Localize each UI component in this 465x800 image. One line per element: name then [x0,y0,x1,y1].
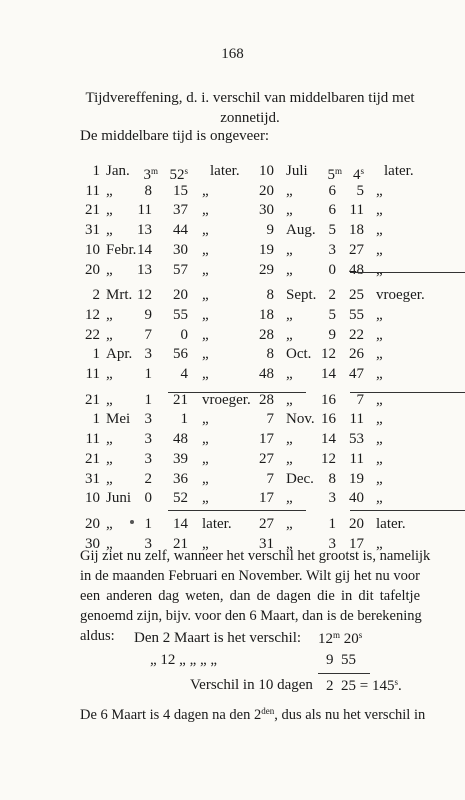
table-row [80,182,422,201]
left-note: „ [202,261,209,278]
right-seconds: 11 [349,411,364,428]
right-day: 17 [259,490,274,507]
right-note: „ [376,470,383,487]
left-day: 11 [85,431,100,448]
right-seconds: 47 [349,366,364,382]
table-divider [350,272,465,273]
left-month: Jan. [106,163,130,179]
table-row [80,221,422,240]
left-month: Febr. [106,241,137,258]
right-minutes: 3 [328,241,336,258]
left-month: „ [106,515,113,532]
paragraph-line: aldus: [80,628,115,644]
left-minutes: 3$^m$ [143,166,158,183]
left-day: 21 [85,450,100,467]
heading-line-1: Tijdvereffening, d. i. verschil van middelbaren tijd met [85,90,415,106]
right-seconds: 18 [349,222,364,239]
left-day: 30 [85,535,100,552]
right-note: vroeger. [376,287,425,304]
right-minutes: 5 [328,222,336,239]
right-month: „ [286,241,293,258]
left-note: „ [202,346,209,363]
left-note: „ [202,326,209,343]
left-minutes: 3 [144,431,152,448]
calc-line-1-value [318,630,362,648]
table-divider [350,392,465,393]
right-seconds: 7 [356,391,364,408]
right-note: „ [376,182,383,199]
left-month: „ [106,391,113,408]
left-seconds: 48 [173,431,188,448]
right-seconds: 11 [349,450,364,467]
heading-line-2: zonnetijd. [220,110,280,126]
table-row [80,450,422,469]
left-day: 12 [85,306,100,323]
right-seconds: 27 [349,241,364,258]
right-minutes: 12 [321,346,336,363]
left-day: 11 [85,366,100,382]
left-minutes: 9 [144,306,152,323]
left-month: „ [106,306,113,323]
right-month: „ [286,306,293,323]
right-note: „ [376,346,383,363]
left-note: „ [202,535,209,552]
left-minutes: 13 [137,222,152,239]
left-minutes: 13 [137,261,152,278]
left-month: „ [106,202,113,219]
left-month: „ [106,450,113,467]
right-minutes: 3 [328,490,336,507]
left-seconds: 20 [173,287,188,304]
right-note: later. [376,515,406,532]
left-day: 31 [85,222,100,239]
right-seconds: 20 [349,515,364,532]
table-row [80,241,422,260]
right-note: „ [376,306,383,323]
right-note: „ [376,450,383,467]
table-row [80,286,425,305]
right-day: 19 [259,241,274,258]
left-seconds: 52 [173,490,188,507]
right-minutes: 3 [328,535,336,552]
right-seconds: 26 [349,346,364,363]
left-month: Mei [106,411,131,428]
left-seconds: 30 [173,241,188,258]
left-day: 1 [92,411,100,428]
left-minutes: 8 [144,182,152,199]
left-seconds: 1 [180,411,188,428]
right-minutes: 16 [321,411,336,428]
left-day: 1 [92,163,100,179]
calc-rule [318,673,370,674]
equation-of-time-table [80,162,425,552]
right-month: Dec. [286,470,314,487]
right-note: later. [384,163,414,179]
calc-line-1-text: Den 2 Maart is het verschil: [134,630,302,646]
left-day: 21 [85,391,100,408]
left-minutes: 11 [137,202,152,219]
left-month: Mrt. [106,287,133,304]
left-minutes: 3 [144,535,152,552]
right-day: 18 [259,306,274,323]
right-minutes: 14 [321,431,336,448]
right-seconds: 40 [349,490,364,507]
left-month: „ [106,431,113,448]
left-day: 11 [85,182,100,199]
left-day: 2 [92,287,100,304]
right-month: Sept. [286,287,317,304]
table-row [80,326,422,345]
right-seconds: 55 [349,306,364,323]
right-day: 28 [259,326,274,343]
left-seconds: 56 [173,346,188,363]
table-row [80,162,422,181]
right-day: 20 [259,182,274,199]
left-day: 31 [85,470,100,487]
paragraph-line: een anderen dag weten, dan de dagen die in dit tafeltje [80,588,420,604]
table-row [80,391,422,410]
page-heading [80,88,420,128]
right-day: 7 [266,411,274,428]
left-note: „ [202,431,209,448]
right-month: „ [286,490,293,507]
table-divider [350,510,465,511]
left-day: 20 [85,261,100,278]
right-month: „ [286,515,293,532]
right-note: „ [376,535,383,552]
right-day: 27 [259,515,274,532]
table-row [80,201,422,220]
right-seconds: 48 [349,261,364,278]
table-row [80,365,422,384]
right-day: 28 [259,391,274,408]
left-seconds: 14 [173,515,188,532]
right-seconds: 4$^s$ [352,166,364,183]
left-seconds: 15 [173,182,188,199]
left-seconds: 55 [173,306,188,323]
calc-line-1-min: 12 [318,631,333,647]
left-unit-min: m [150,166,158,176]
calc-line-3-sec: 25 [341,678,356,694]
left-minutes: 1 [144,391,152,408]
right-day: 27 [259,450,274,467]
left-seconds: 21 [173,391,188,408]
right-note: „ [376,391,383,408]
right-minutes: 2 [328,287,336,304]
left-minutes: 3 [144,411,152,428]
left-seconds: 0 [180,326,188,343]
left-day: 20 [85,515,100,532]
right-note: „ [376,490,383,507]
right-minutes: 9 [328,326,336,343]
left-month: „ [106,326,113,343]
right-note: „ [376,431,383,448]
left-day: 22 [85,326,100,343]
left-note: „ [202,450,209,467]
table-row [80,306,422,325]
right-day: 9 [266,222,274,239]
right-seconds: 19 [349,470,364,487]
right-month: Nov. [286,411,315,428]
right-seconds: 17 [349,535,364,552]
right-day: 31 [259,535,274,552]
paragraph-line: in de maanden Februari en November. Wilt gij het nu voor [80,568,420,584]
right-minutes: 6 [328,202,336,219]
left-day: 1 [92,346,100,363]
left-month: „ [106,535,113,552]
left-month: „ [106,366,113,382]
left-note: later. [210,163,240,179]
left-minutes: 12 [137,287,152,304]
left-day: 21 [85,202,100,219]
left-note: vroeger. [202,391,251,408]
right-minutes: 16 [321,391,336,408]
right-month: „ [286,431,293,448]
left-seconds: 57 [173,261,188,278]
right-seconds: 22 [349,326,364,343]
left-month: Juni [106,490,132,507]
right-month: „ [286,366,293,382]
right-note: „ [376,411,383,428]
calc-line-3-result: = 145 [359,678,395,694]
right-month: „ [286,261,293,278]
right-note: „ [376,326,383,343]
right-minutes: 6 [328,182,336,199]
table-row [80,410,422,429]
left-month: Apr. [106,346,133,363]
left-note: later. [202,515,232,532]
page-number: 168 [221,46,244,62]
left-seconds: 4 [180,366,188,382]
footer-text-after: , dus als nu het verschil in [274,707,426,723]
table-row [80,489,422,508]
right-month: „ [286,391,293,408]
right-note: „ [376,241,383,258]
calc-result-unit: s [394,677,398,687]
calc-line-3-min: 2 [326,678,334,694]
left-minutes: 7 [144,326,152,343]
table-row [80,515,422,534]
left-note: „ [202,366,209,382]
left-month: „ [106,470,113,487]
left-note: „ [202,470,209,487]
calc-unit-min: m [333,630,341,640]
calc-line-2-sec: 55 [341,652,356,668]
right-day: 30 [259,202,274,219]
right-minutes: 0 [328,261,336,278]
right-month: „ [286,326,293,343]
table-row [80,261,422,280]
left-minutes: 3 [144,346,152,363]
left-note: „ [202,490,209,507]
left-note: „ [202,306,209,323]
footer-superscript: den [261,706,275,716]
right-minutes: 5 [328,306,336,323]
left-day: 10 [85,490,100,507]
right-month: „ [286,535,293,552]
calc-line-2-value [326,652,356,669]
left-note: „ [202,241,209,258]
right-day: 17 [259,431,274,448]
left-month: „ [106,182,113,199]
right-seconds: 11 [349,202,364,219]
right-minutes: 12 [321,450,336,467]
right-minutes: 5$^m$ [327,166,342,183]
left-day: 10 [85,241,100,258]
calc-line-3-value: 2 $25 = 145^s$. [326,677,402,694]
right-unit-sec: s [360,166,364,176]
left-seconds: 39 [173,450,188,467]
calc-unit-sec: s [358,630,363,640]
left-seconds: 44 [173,222,188,239]
intro-text: De middelbare tijd is ongeveer: [80,128,270,144]
right-month: „ [286,182,293,199]
left-minutes: 1 [144,366,152,382]
left-note: „ [202,182,209,199]
paragraph-line: Gij ziet nu zelf, wanneer het verschil het grootst is, namelijk [80,548,431,564]
left-note: „ [202,202,209,219]
right-month: „ [286,202,293,219]
left-seconds: 37 [173,202,188,219]
table-row [80,345,422,364]
right-note: „ [376,366,383,382]
right-minutes: 8 [328,470,336,487]
calc-line-2-text: „ 12 „ „ „ „ [150,652,218,668]
left-seconds: 36 [173,470,188,487]
right-note: „ [376,222,383,239]
left-minutes: 14 [137,241,152,258]
right-seconds: 53 [349,431,364,448]
right-day: 10 [259,163,274,179]
right-day: 48 [259,366,274,382]
right-minutes: 1 [328,515,336,532]
left-minutes: 3 [144,450,152,467]
paragraph-line: genoemd zijn, bijv. voor den 6 Maart, dan is de berekening [80,608,422,624]
right-month: Oct. [286,346,312,363]
print-speck [130,520,134,524]
right-minutes: 14 [321,366,336,382]
right-day: 29 [259,261,274,278]
right-day: 8 [266,287,274,304]
left-note: „ [202,411,209,428]
table-divider [168,510,306,511]
footer-line [80,706,426,724]
right-note: „ [376,261,383,278]
right-day: 7 [266,470,274,487]
left-note: „ [202,222,209,239]
left-seconds: 21 [173,535,188,552]
right-month: „ [286,450,293,467]
right-note: „ [376,202,383,219]
left-seconds: 52$^s$ [169,166,188,183]
right-day: 8 [266,346,274,363]
right-month: Aug. [286,222,316,239]
table-divider [168,392,306,393]
table-row [80,470,422,489]
left-minutes: 0 [144,490,152,507]
calc-line-1-sec: 20 [343,631,359,647]
right-seconds: 5 [356,182,364,199]
right-unit-min: m [334,166,342,176]
left-month: „ [106,222,113,239]
left-month: „ [106,261,113,278]
left-note: „ [202,287,209,304]
right-seconds: 25 [349,287,364,304]
left-unit-sec: s [184,166,188,176]
footer-text-before: De 6 Maart is 4 dagen na den 2 [80,707,262,723]
calc-line-3-text: Verschil in 10 dagen [190,677,313,693]
table-row [80,430,422,449]
left-minutes: 1 [144,515,152,532]
left-minutes: 2 [144,470,152,487]
calc-line-2-min: 9 [326,652,334,668]
right-month: Juli [286,163,308,179]
